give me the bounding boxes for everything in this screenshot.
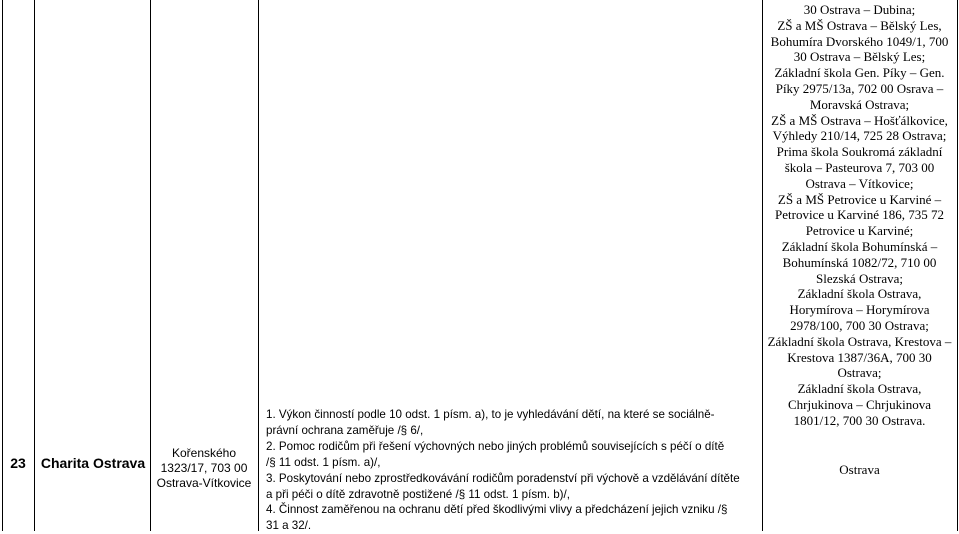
activity-line: a při péči o dítě zdravotně postižené /§ 11 odst. 1 písm. b)/, [266,487,570,501]
school-line: Píky 2975/13a, 702 00 Osrava – [775,80,944,96]
school-line: Horymírova – Horymírova [789,302,930,318]
row-number: 23 [10,455,26,471]
school-line: ZŠ a MŠ Petrovice u Karviné – [777,191,942,207]
school-line: Prima škola Soukromá základní [776,144,943,160]
school-line: Základní škola Ostrava, Krestova – [767,333,952,349]
school-line: Výhledy 210/14, 725 28 Ostrava; [772,128,947,144]
school-line: Petrovice u Karviné; [805,223,914,239]
address-line: Ostrava-Vítkovice [156,476,252,490]
activity-line: 31 a 32/. [266,519,312,533]
organization-name: Charita Ostrava [40,455,146,471]
address-line: Kořenského [171,446,237,460]
school-line: Bohumíra Dvorského 1049/1, 700 [770,33,949,49]
school-line: Základní škola Ostrava, [797,286,922,302]
activity-line: /§ 11 odst. 1 písm. a)/, [266,455,381,469]
table-border-right [957,0,958,531]
school-line: Chrjukinova – Chrjukinova [788,396,931,412]
school-line: Petrovice u Karviné 186, 735 72 [775,207,944,223]
school-line: Ostrava; [837,365,882,381]
school-line: Ostrava – Vítkovice; [805,175,914,191]
address-line: 1323/17, 703 00 [160,461,248,475]
table-border-left [2,0,3,531]
schools-list [762,2,957,429]
table-border-col1 [34,0,35,531]
school-line: ZŠ a MŠ Ostrava – Bělský Les, [777,17,942,33]
school-line: Slezská Ostrava; [815,270,903,286]
school-line: Krestova 1387/36A, 700 30 [787,349,932,365]
activity-line: 1. Výkon činností podle 10 odst. 1 písm. a), to je vyhledávání dětí, na které se sociálně- [266,408,715,421]
activity-line: 3. Poskytování nebo zprostředkovávání rodičům poradenství při výchově a vzdělávání dítěte [266,471,740,485]
activity-line: 4. Činnost zaměřenou na ochranu dětí před škodlivými vlivy a předcházení jejich vzniku /§ [266,503,728,517]
school-line: 2978/100, 700 30 Ostrava; [790,317,929,333]
organization-address [152,446,256,491]
school-line: Základní škola Gen. Píky – Gen. [774,65,945,81]
activity-line: právní ochrana zaměřuje /§ 6/, [266,423,424,437]
school-line: 30 Ostrava – Dubina; [803,2,916,17]
school-line: Moravská Ostrava; [809,96,910,112]
activity-line: 2. Pomoc rodičům při řešení výchovných nebo jiných problémů souvisejících s péčí o dítě [266,439,725,453]
school-line: ZŠ a MŠ Ostrava – Hošťálkovice, [771,112,948,128]
school-line: 30 Ostrava – Bělský Les; [793,49,926,65]
school-line: Základní škola Ostrava, [797,381,922,397]
school-line: škola – Pasteurova 7, 703 00 [784,159,935,175]
school-line: Bohumínská 1082/72, 710 00 [782,254,937,270]
school-line: Základní škola Bohumínská – [781,238,938,254]
activities-list [266,407,761,534]
table-border-col3 [258,0,259,531]
table-border-col2 [150,0,151,531]
school-line: 1801/12, 700 30 Ostrava. [793,412,926,428]
region-name: Ostrava [839,462,880,477]
